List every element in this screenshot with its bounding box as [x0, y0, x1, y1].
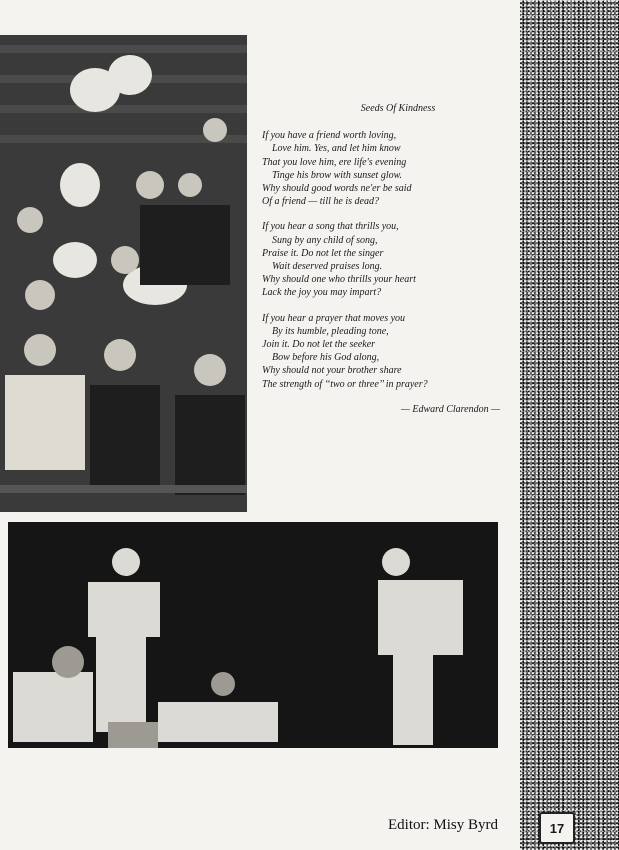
poem-stanza — [262, 220, 512, 299]
poem-stanza — [262, 312, 512, 391]
page-number: 17 — [549, 820, 565, 836]
poem-line: Praise it. Do not let the singer — [262, 247, 384, 259]
poem-line: If you hear a song that thrills you, — [262, 221, 399, 233]
poem-line: If you have a friend worth loving, — [262, 130, 397, 142]
poem-line: Wait deserved praises long. — [272, 261, 383, 273]
poem-line: Bow before his God along, — [272, 352, 380, 364]
poem-line: That you love him, ere life's evening — [262, 156, 407, 168]
poem-line: Lack the joy you may impart? — [262, 287, 382, 299]
poem-line: Why should one who thrills your heart — [262, 274, 416, 286]
poem — [262, 102, 512, 416]
poem-line: Love him. Yes, and let him know — [272, 143, 401, 155]
poem-line: By its humble, pleading tone, — [272, 325, 389, 337]
crowd-photo — [0, 35, 247, 512]
editor-credit: Editor: Misy Byrd — [388, 817, 499, 833]
poem-stanzas — [262, 129, 512, 391]
poem-line: Tinge his brow with sunset glow. — [272, 169, 403, 181]
poem-line: Of a friend — till he is dead? — [262, 196, 379, 208]
poem-line: Why should good words ne'er be said — [262, 183, 412, 195]
poem-line: Why should not your brother share — [262, 365, 402, 377]
page-number-badge — [539, 812, 575, 844]
stage-photo — [8, 522, 498, 748]
poem-line: Sung by any child of song, — [272, 234, 378, 246]
stage-photo-illustration — [8, 522, 498, 748]
crowd-photo-illustration — [0, 35, 247, 512]
poem-line: The strength of ‘‘two or three’’ in prayer? — [262, 378, 428, 390]
poem-line: Join it. Do not let the seeker — [262, 339, 376, 351]
poem-stanza — [262, 129, 512, 208]
poem-line: If you hear a prayer that moves you — [262, 312, 406, 324]
poem-title: Seeds Of Kindness — [360, 103, 436, 114]
decorative-texture-strip — [520, 0, 619, 850]
poem-author: — Edward Clarendon — — [401, 403, 500, 415]
